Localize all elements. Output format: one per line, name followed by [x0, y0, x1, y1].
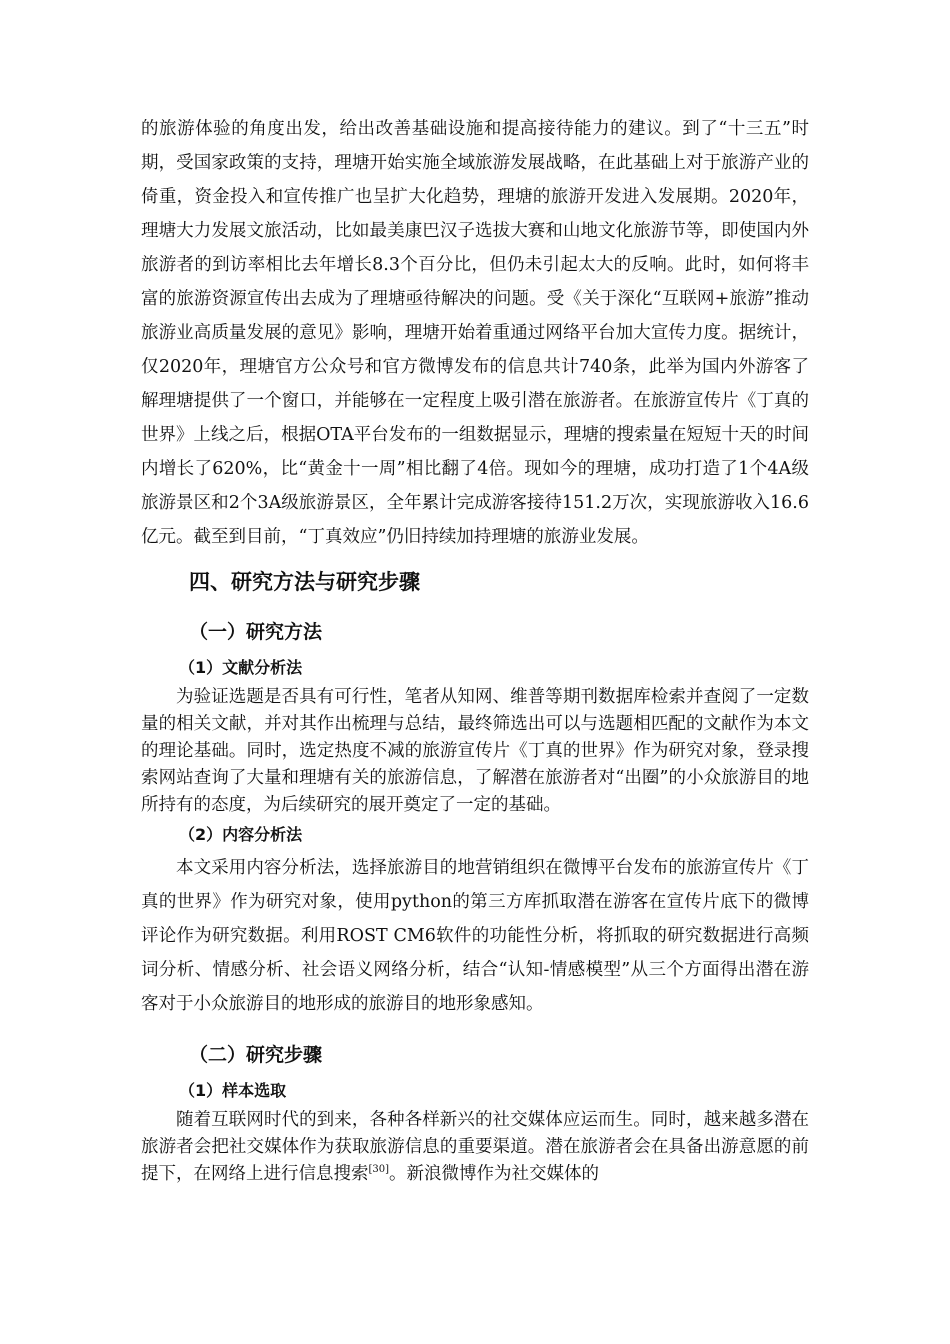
subsection-heading-methods: （一）研究方法: [189, 621, 323, 643]
literature-method-paragraph: 为验证选题是否具有可行性，笔者从知网、维普等期刊数据库检索并查阅了一定数量的相关文献，并对其作出梳理与总结，最终筛选出可以与选题相匹配的文献作为本文的理论基础。同时，选定热度不减的旅游宣传片《丁真的世界》作为研究对象，登录搜索网站查询了大量和理塘有关的旅游信息，了解潜在旅游者对“出圈”的小众旅游目的地所持有的态度，为后续研究的展开奠定了一定的基础。: [141, 687, 809, 815]
section-heading: 四、研究方法与研究步骤: [189, 570, 420, 594]
method-heading-literature: （1）文献分析法: [179, 658, 303, 677]
document-page: [141, 112, 809, 1188]
subsection-heading-steps: （二）研究步骤: [189, 1044, 323, 1066]
intro-paragraph: 的旅游体验的角度出发，给出改善基础设施和提高接待能力的建议。到了“十三五”时期，受国家政策的支持，理塘开始实施全域旅游发展战略，在此基础上对于旅游产业的倚重，资金投入和宣传推广也呈扩大化趋势，理塘的旅游开发进入发展期。2020年，理塘大力发展文旅活动，比如最美康巴汉子选拔大赛和山地文化旅游节等，即使国内外旅游者的到访率相比去年增长8.3个百分比，但仍未引起太大的反响。此时，如何将丰富的旅游资源宣传出去成为了理塘亟待解决的问题。受《关于深化“互联网+旅游”推动旅游业高质量发展的意见》影响，理塘开始着重通过网络平台加大宣传力度。据统计，仅2020年，理塘官方公众号和官方微博发布的信息共计740条，此举为国内外游客了解理塘提供了一个窗口，并能够在一定程度上吸引潜在旅游者。在旅游宣传片《丁真的世界》上线之后，根据OTA平台发布的一组数据显示，理塘的搜索量在短短十天的时间内增长了620%，比“黄金十一周”相比翻了4倍。现如今的理塘，成功打造了1个4A级旅游景区和2个3A级旅游景区，全年累计完成游客接待151.2万次，实现旅游收入16.6亿元。截至到目前，“丁真效应”仍旧持续加持理塘的旅游业发展。: [141, 119, 809, 547]
sampling-paragraph: [141, 1107, 809, 1188]
citation-ref: [30]: [368, 1164, 390, 1176]
sampling-text-b: 。新浪微博作为社交媒体的: [389, 1164, 600, 1184]
sampling-text-a: 随着互联网时代的到来，各种各样新兴的社交媒体应运而生。同时，越来越多潜在旅游者会把社交媒体作为获取旅游信息的重要渠道。潜在旅游者会在具备出游意愿的前提下，在网络上进行信息搜索: [141, 1110, 809, 1184]
method-heading-content: （2）内容分析法: [179, 825, 303, 844]
content-method-paragraph: 本文采用内容分析法，选择旅游目的地营销组织在微博平台发布的旅游宣传片《丁真的世界》作为研究对象，使用python的第三方库抓取潜在游客在宣传片底下的微博评论作为研究数据。利用ROST CM6软件的功能性分析，将抓取的研究数据进行高频词分析、情感分析、社会语义网络分析，结合“认知-情感模型”从三个方面得出潜在游客对于小众旅游目的地形成的旅游目的地形象感知。: [141, 858, 809, 1014]
step-heading-sampling: （1）样本选取: [179, 1081, 287, 1100]
